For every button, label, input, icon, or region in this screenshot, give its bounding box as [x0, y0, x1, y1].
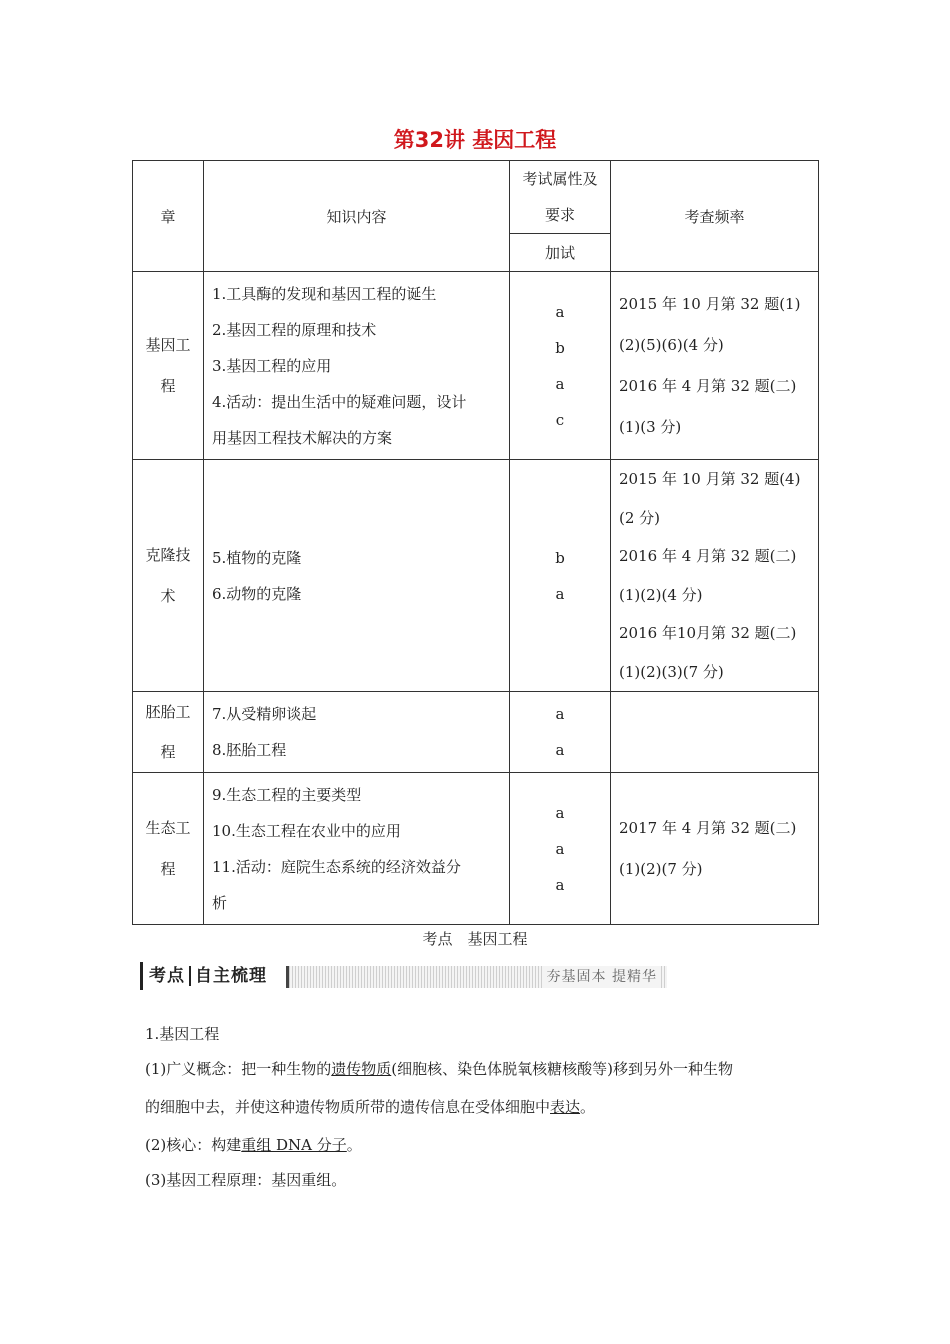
level-cell: a a	[510, 692, 611, 773]
freq-cell: 2017 年 4 月第 32 题(二) (1)(2)(7 分)	[611, 773, 819, 925]
table-row	[133, 272, 819, 460]
body-heading: 1.基因工程	[145, 1025, 220, 1043]
banner-slogan: 夯基固本 提精华	[543, 966, 661, 988]
level-cell: a a a	[510, 773, 611, 925]
header-freq: 考查频率	[611, 161, 819, 272]
header-attr: 考试属性及 要求	[510, 161, 611, 234]
section-banner	[140, 962, 657, 990]
syllabus-table	[132, 160, 819, 925]
body-paragraph-3: (3)基因工程原理：基因重组。	[145, 1171, 347, 1189]
page-title: 第32讲 基因工程	[393, 128, 557, 152]
header-attr-sub: 加试	[510, 234, 611, 272]
knowledge-cell: 1.工具酶的发现和基因工程的诞生 2.基因工程的原理和技术 3.基因工程的应用 4.活动：提出生活中的疑难问题，设计 用基因工程技术解决的方案	[204, 272, 510, 460]
freq-cell: 2015 年 10 月第 32 题(4) (2 分) 2016 年 4 月第 32 题(二) (1)(2)(4 分) 2016 年10月第 32 题(二) (1)(2)(3)(7 分)	[611, 460, 819, 692]
chapter-cell: 生态工 程	[133, 773, 204, 925]
header-chapter: 章	[133, 161, 204, 272]
body-paragraph-1: (1)广义概念：把一种生物的遗传物质(细胞核、染色体脱氧核糖核酸等)移到另外一种生物 的细胞中去，并使这种遗传物质所带的遗传信息在受体细胞中表达。	[145, 1060, 733, 1116]
level-cell: a b a c	[510, 272, 611, 460]
chapter-cell: 克隆技 术	[133, 460, 204, 692]
knowledge-cell: 5.植物的克隆 6.动物的克隆	[204, 460, 510, 692]
freq-cell	[611, 692, 819, 773]
section-heading: 考点 基因工程	[422, 930, 528, 948]
knowledge-cell: 9.生态工程的主要类型 10.生态工程在农业中的应用 11.活动：庭院生态系统的经济效益分 析	[204, 773, 510, 925]
header-knowledge: 知识内容	[204, 161, 510, 272]
chapter-cell: 胚胎工 程	[133, 692, 204, 773]
banner-label: 考点 自主梳理	[140, 962, 267, 990]
banner-bar	[286, 966, 667, 988]
knowledge-cell: 7.从受精卵谈起 8.胚胎工程	[204, 692, 510, 773]
chapter-cell: 基因工 程	[133, 272, 204, 460]
table-row	[133, 692, 819, 773]
level-cell: b a	[510, 460, 611, 692]
body-paragraph-2: (2)核心：构建重组 DNA 分子。	[145, 1136, 362, 1154]
table-row	[133, 773, 819, 925]
freq-cell: 2015 年 10 月第 32 题(1) (2)(5)(6)(4 分) 2016 年 4 月第 32 题(二) (1)(3 分)	[611, 272, 819, 460]
table-row	[133, 460, 819, 692]
